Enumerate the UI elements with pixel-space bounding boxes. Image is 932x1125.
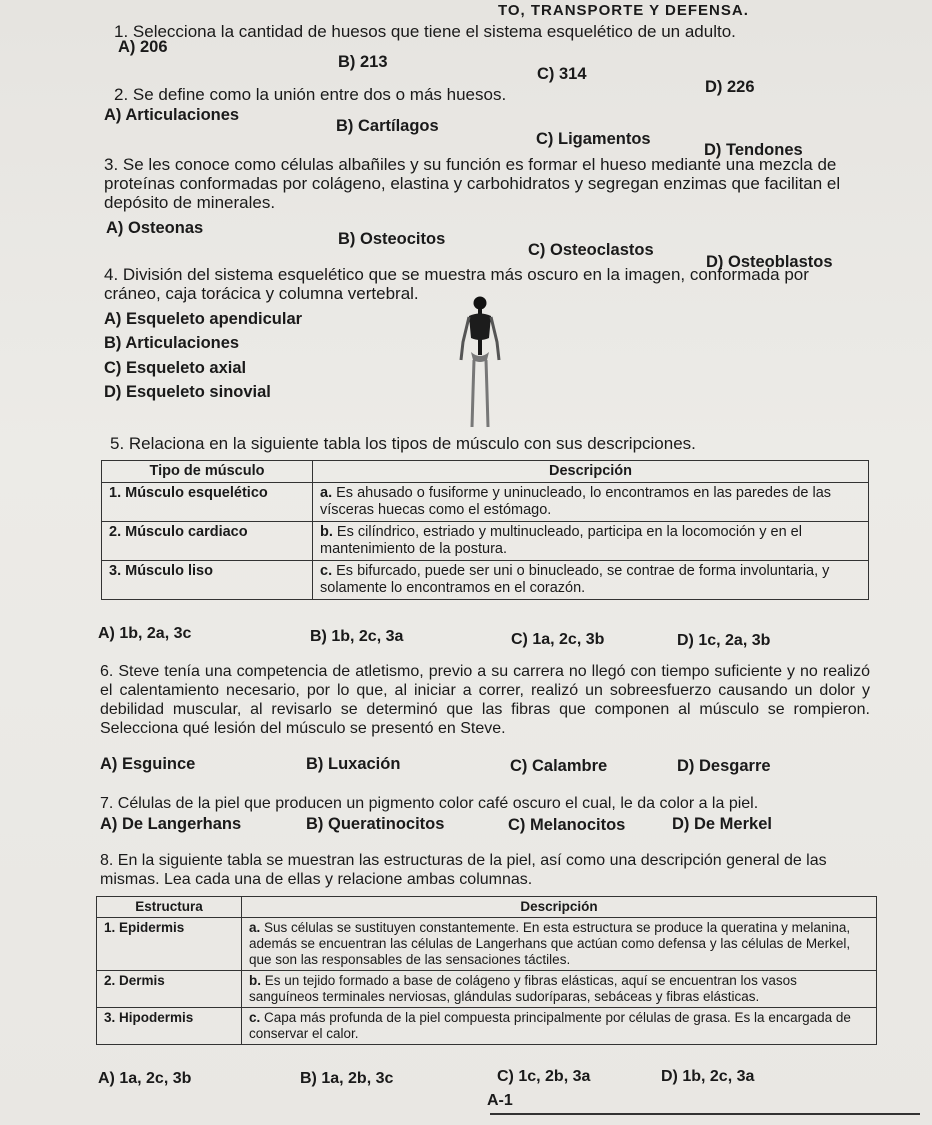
table-row	[102, 483, 869, 522]
section-header: TO, TRANSPORTE Y DEFENSA.	[498, 2, 749, 19]
question-6-text: 6. Steve tenía una competencia de atletismo, previo a su carrera no llegó con tiempo suficiente y no realizó el calentamiento necesario, por lo que, al iniciar a correr, realizó un sobreesfuerzo causando un dolor y debilidad muscular, al revisarlo se determinó que las fibras que componen al músculo se rompieron. Selecciona qué lesión del músculo se presentó en Steve.	[100, 663, 870, 737]
q1-option-b[interactable]: B) 213	[338, 53, 388, 71]
question-8-text: 8. En la siguiente tabla se muestran las estructuras de la piel, así como una descripción general de las mismas. Lea cada una de ellas y relacione ambas columnas.	[100, 852, 827, 888]
question-4-text: 4. División del sistema esquelético que se muestra más oscuro en la imagen, conformada por cráneo, caja torácica y columna vertebral.	[104, 265, 809, 303]
page-edge-line	[490, 1113, 920, 1115]
q4-option-b[interactable]: B) Articulaciones	[104, 334, 240, 352]
table-row	[102, 561, 869, 600]
q8-option-b[interactable]: B) 1a, 2b, 3c	[300, 1070, 394, 1087]
q6-option-a[interactable]: A) Esguince	[100, 755, 196, 773]
q6-option-c[interactable]: C) Calambre	[510, 757, 608, 775]
right-leg	[486, 360, 488, 427]
skeleton-image	[455, 294, 505, 430]
q2-option-d[interactable]: D) Tendones	[704, 141, 803, 159]
skin-desc-b: b. Es un tejido formado a base de colágeno y fibras elásticas, aquí se encuentran los vasos sanguíneos terminales nerviosas, glándulas sudoríparas, sebáceas y fibras elásticas.	[242, 971, 877, 1008]
question-2-text: 2. Se define como la unión entre dos o más huesos.	[114, 85, 507, 104]
muscle-table-header-type: Tipo de músculo	[102, 461, 313, 483]
q5-option-d[interactable]: D) 1c, 2a, 3b	[677, 632, 771, 649]
question-1-text: 1. Selecciona la cantidad de huesos que tiene el sistema esquelético de un adulto.	[114, 22, 736, 41]
skin-table-header-structure: Estructura	[97, 897, 242, 918]
q8-option-c[interactable]: C) 1c, 2b, 3a	[497, 1068, 591, 1085]
table-row	[97, 1008, 877, 1045]
muscle-type-3: 3. Músculo liso	[102, 561, 313, 600]
q3-option-d[interactable]: D) Osteoblastos	[706, 253, 833, 271]
q3-option-a[interactable]: A) Osteonas	[106, 219, 204, 237]
q6-option-d[interactable]: D) Desgarre	[677, 757, 771, 775]
left-arm	[461, 317, 469, 360]
muscle-desc-a: a. Es ahusado o fusiforme y uninucleado, lo encontramos en las paredes de las vísceras huecas como el estómago.	[313, 483, 869, 522]
q6-option-b[interactable]: B) Luxación	[306, 755, 401, 773]
q4-option-a[interactable]: A) Esqueleto apendicular	[104, 310, 303, 328]
q7-option-c[interactable]: C) Melanocitos	[508, 816, 626, 834]
q8-option-d[interactable]: D) 1b, 2c, 3a	[661, 1068, 755, 1085]
muscle-table	[101, 460, 869, 600]
q7-option-b[interactable]: B) Queratinocitos	[306, 815, 445, 833]
muscle-type-1: 1. Músculo esquelético	[102, 483, 313, 522]
q1-option-a[interactable]: A) 206	[118, 38, 168, 56]
muscle-type-2: 2. Músculo cardiaco	[102, 522, 313, 561]
right-arm	[491, 317, 499, 360]
muscle-table-header-desc: Descripción	[313, 461, 869, 483]
skin-structure-2: 2. Dermis	[97, 971, 242, 1008]
q7-option-a[interactable]: A) De Langerhans	[100, 815, 242, 833]
q3-option-c[interactable]: C) Osteoclastos	[528, 241, 654, 259]
q2-option-a[interactable]: A) Articulaciones	[104, 106, 240, 124]
q8-option-a[interactable]: A) 1a, 2c, 3b	[98, 1070, 192, 1087]
skin-table	[96, 896, 877, 1045]
question-3-text: 3. Se les conoce como células albañiles y su función es formar el hueso mediante una mezcla de proteínas conformadas por colágeno, elastina y carbohidratos y segregan enzimas que facilitan el depósito de minerales.	[104, 155, 841, 212]
q5-option-b[interactable]: B) 1b, 2c, 3a	[310, 628, 404, 645]
q4-option-d[interactable]: D) Esqueleto sinovial	[104, 383, 271, 401]
left-leg	[472, 360, 474, 427]
rib-cage	[469, 314, 491, 341]
question-5-text: 5. Relaciona en la siguiente tabla los tipos de músculo con sus descripciones.	[110, 434, 696, 453]
q5-option-a[interactable]: A) 1b, 2a, 3c	[98, 625, 192, 642]
q7-option-d[interactable]: D) De Merkel	[672, 815, 772, 833]
q4-option-c[interactable]: C) Esqueleto axial	[104, 359, 247, 377]
q2-option-c[interactable]: C) Ligamentos	[536, 130, 651, 148]
skin-desc-a: a. Sus células se sustituyen constantemente. En esta estructura se produce la queratina y melanina, además se encuentran las células de Langerhans que actúan como defensa y las células de Merkel, que son las responsables de las sensaciones táctiles.	[242, 918, 877, 971]
skull	[474, 297, 487, 310]
table-row	[97, 971, 877, 1008]
q5-option-c[interactable]: C) 1a, 2c, 3b	[511, 631, 605, 648]
muscle-desc-b: b. Es cilíndrico, estriado y multinucleado, participa en la locomoción y en el mantenimiento de la postura.	[313, 522, 869, 561]
q1-option-c[interactable]: C) 314	[537, 65, 587, 83]
table-row	[97, 918, 877, 971]
skin-structure-3: 3. Hipodermis	[97, 1008, 242, 1045]
page-footer: A-1	[487, 1092, 513, 1109]
skin-table-header-desc: Descripción	[242, 897, 877, 918]
table-row	[102, 522, 869, 561]
skin-structure-1: 1. Epidermis	[97, 918, 242, 971]
muscle-desc-c: c. Es bifurcado, puede ser uni o binucleado, se contrae de forma involuntaria, y solamente lo encontramos en el corazón.	[313, 561, 869, 600]
skin-desc-c: c. Capa más profunda de la piel compuesta principalmente por células de grasa. Es la encargada de conservar el calor.	[242, 1008, 877, 1045]
q3-option-b[interactable]: B) Osteocitos	[338, 230, 446, 248]
q1-option-d[interactable]: D) 226	[705, 78, 755, 96]
q2-option-b[interactable]: B) Cartílagos	[336, 117, 439, 135]
question-7-text: 7. Células de la piel que producen un pigmento color café oscuro el cual, le da color a la piel.	[100, 795, 759, 812]
